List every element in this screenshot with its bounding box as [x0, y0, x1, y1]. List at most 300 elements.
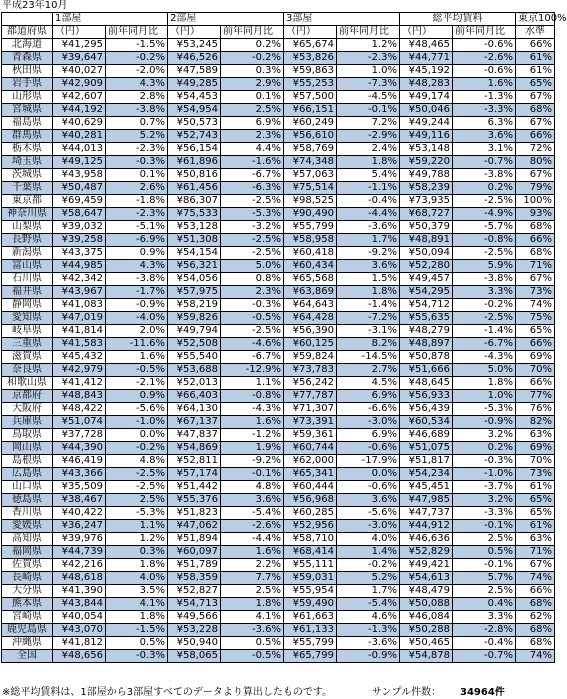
rent-3room: ¥61,663 [284, 611, 337, 624]
yoy-2room: 2.3% [221, 286, 284, 299]
yoy-2room: 2.2% [221, 559, 284, 572]
table-body [2, 39, 555, 663]
table-row [2, 299, 555, 312]
pref-name: 栃木県 [2, 143, 53, 156]
table-row [2, 611, 555, 624]
tokyo-index: 65% [516, 507, 555, 520]
tokyo-index: 68% [516, 221, 555, 234]
rent-3room: ¥98,525 [284, 195, 337, 208]
rent-2room: ¥59,826 [168, 312, 221, 325]
rent-average: ¥46,689 [400, 429, 453, 442]
yoy-2room: -4.3% [221, 403, 284, 416]
yoy-3room: 3.6% [337, 260, 400, 273]
table-row [2, 403, 555, 416]
yoy-average: -3.8% [453, 169, 516, 182]
table-row [2, 338, 555, 351]
yoy-average: 0.5% [453, 546, 516, 559]
rent-3room: ¥75,514 [284, 182, 337, 195]
rent-2room: ¥75,533 [168, 208, 221, 221]
rent-1room: ¥42,342 [53, 273, 106, 286]
pref-name: 長崎県 [2, 572, 53, 585]
pref-name: 青森県 [2, 52, 53, 65]
rent-average: ¥53,148 [400, 143, 453, 156]
tokyo-index: 75% [516, 312, 555, 325]
pref-name: 北海道 [2, 39, 53, 52]
rent-3room: ¥58,769 [284, 143, 337, 156]
rent-2room: ¥47,589 [168, 65, 221, 78]
yoy-1room: 1.8% [106, 559, 168, 572]
tokyo-index: 73% [516, 468, 555, 481]
rent-1room: ¥41,083 [53, 299, 106, 312]
yoy-2room: -0.1% [221, 468, 284, 481]
yoy-average: 0.4% [453, 598, 516, 611]
tokyo-index: 61% [516, 65, 555, 78]
rent-2room: ¥86,307 [168, 195, 221, 208]
pref-name: 岡山県 [2, 442, 53, 455]
rent-3room: ¥65,799 [284, 650, 337, 663]
table-row [2, 78, 555, 91]
table-row [2, 312, 555, 325]
pref-name: 島根県 [2, 455, 53, 468]
rent-3room: ¥56,242 [284, 377, 337, 390]
pref-name: 全国 [2, 650, 53, 663]
yoy-1room: -5.3% [106, 507, 168, 520]
tokyo-index: 72% [516, 143, 555, 156]
pref-name: 山梨県 [2, 221, 53, 234]
rent-2room: ¥50,573 [168, 117, 221, 130]
rent-3room: ¥56,610 [284, 130, 337, 143]
pref-name: 秋田県 [2, 65, 53, 78]
rent-average: ¥50,878 [400, 351, 453, 364]
header-row-top [2, 13, 555, 26]
tokyo-index: 68% [516, 598, 555, 611]
yoy-average: 1.8% [453, 377, 516, 390]
yoy-1room: 0.0% [106, 429, 168, 442]
yoy-3room: -2.3% [337, 52, 400, 65]
yoy-2room: -5.3% [221, 208, 284, 221]
yoy-average: -0.1% [453, 559, 516, 572]
yoy-3room: -1.3% [337, 624, 400, 637]
yoy-2room: 1.6% [221, 546, 284, 559]
pref-name: 広島県 [2, 468, 53, 481]
rent-1room: ¥41,412 [53, 377, 106, 390]
yoy-1room: 1.6% [106, 351, 168, 364]
pref-name: 富山県 [2, 260, 53, 273]
yoy-1room: 2.8% [106, 91, 168, 104]
yoy-1room: 2.0% [106, 325, 168, 338]
yoy-1room: -0.3% [106, 650, 168, 663]
sample-label: サンプル件数： [372, 687, 442, 698]
tokyo-index: 67% [516, 91, 555, 104]
footer-note: ※総平均賃料は、1部屋から3部屋すべてのデータより算出したものです。 [2, 687, 333, 698]
yoy-average: -2.8% [453, 624, 516, 637]
rent-3room: ¥65,674 [284, 39, 337, 52]
yoy-1room: 0.9% [106, 390, 168, 403]
rent-2room: ¥49,285 [168, 78, 221, 91]
yoy-average: -3.3% [453, 507, 516, 520]
yoy-3room: 6.9% [337, 429, 400, 442]
yoy-1room: -6.9% [106, 234, 168, 247]
yoy-1room: 4.0% [106, 572, 168, 585]
yoy-average: -1.0% [453, 468, 516, 481]
rent-3room: ¥61,133 [284, 624, 337, 637]
table-row [2, 234, 555, 247]
rent-3room: ¥57,500 [284, 91, 337, 104]
tokyo-index: 79% [516, 182, 555, 195]
yoy-average: 5.9% [453, 260, 516, 273]
rent-average: ¥51,075 [400, 442, 453, 455]
header-yoy: 前年同月比 [453, 26, 516, 39]
tokyo-index: 61% [516, 52, 555, 65]
yoy-average: -4.3% [453, 351, 516, 364]
yoy-2room: -0.3% [221, 299, 284, 312]
rent-2room: ¥53,128 [168, 221, 221, 234]
rent-table [1, 12, 567, 663]
rent-1room: ¥42,216 [53, 559, 106, 572]
header-2room: 2部屋 [168, 13, 284, 26]
yoy-1room: -0.5% [106, 364, 168, 377]
pref-name: 山形県 [2, 91, 53, 104]
yoy-average: -3.7% [453, 481, 516, 494]
rent-1room: ¥43,958 [53, 169, 106, 182]
rent-1room: ¥40,054 [53, 611, 106, 624]
tokyo-index: 71% [516, 546, 555, 559]
rent-1room: ¥39,647 [53, 52, 106, 65]
yoy-3room: 5.2% [337, 572, 400, 585]
yoy-average: 0.2% [453, 442, 516, 455]
header-yoy: 前年同月比 [337, 26, 400, 39]
yoy-3room: 1.4% [337, 546, 400, 559]
yoy-average: -0.2% [453, 299, 516, 312]
rent-2room: ¥51,308 [168, 234, 221, 247]
rent-1room: ¥41,812 [53, 637, 106, 650]
yoy-average: 0.2% [453, 182, 516, 195]
yoy-1room: 0.3% [106, 546, 168, 559]
rent-2room: ¥61,456 [168, 182, 221, 195]
pref-name: 岩手県 [2, 78, 53, 91]
table-row [2, 91, 555, 104]
table-row [2, 494, 555, 507]
tokyo-index: 69% [516, 351, 555, 364]
rent-2room: ¥55,540 [168, 351, 221, 364]
rent-3room: ¥73,391 [284, 416, 337, 429]
rent-2room: ¥54,056 [168, 273, 221, 286]
pref-name: 静岡県 [2, 299, 53, 312]
rent-3room: ¥63,869 [284, 286, 337, 299]
tokyo-index: 65% [516, 78, 555, 91]
tokyo-index: 67% [516, 559, 555, 572]
yoy-1room: 3.5% [106, 585, 168, 598]
pref-name: 東京都 [2, 195, 53, 208]
rent-2room: ¥51,894 [168, 533, 221, 546]
yoy-average: 3.2% [453, 494, 516, 507]
rent-3room: ¥59,490 [284, 598, 337, 611]
rent-1room: ¥40,629 [53, 117, 106, 130]
yoy-3room: -3.1% [337, 325, 400, 338]
yoy-2room: -2.5% [221, 247, 284, 260]
rent-3room: ¥65,341 [284, 468, 337, 481]
yoy-1room: -2.3% [106, 208, 168, 221]
table-row [2, 286, 555, 299]
yoy-3room: 1.7% [337, 585, 400, 598]
table-row [2, 520, 555, 533]
table-row [2, 169, 555, 182]
rent-1room: ¥42,979 [53, 364, 106, 377]
yoy-average: 1.6% [453, 78, 516, 91]
rent-3room: ¥56,390 [284, 325, 337, 338]
yoy-average: -0.7% [453, 156, 516, 169]
tokyo-index: 67% [516, 169, 555, 182]
rent-average: ¥50,288 [400, 624, 453, 637]
yoy-2room: -1.6% [221, 156, 284, 169]
yoy-3room: 3.6% [337, 494, 400, 507]
pref-name: 宮崎県 [2, 611, 53, 624]
rent-1room: ¥41,390 [53, 585, 106, 598]
yoy-2room: -0.5% [221, 312, 284, 325]
rent-2room: ¥55,376 [168, 494, 221, 507]
yoy-3room: 4.0% [337, 533, 400, 546]
rent-3room: ¥55,111 [284, 559, 337, 572]
tokyo-index: 70% [516, 455, 555, 468]
yoy-average: -1.4% [453, 325, 516, 338]
yoy-3room: -5.6% [337, 507, 400, 520]
yoy-1room: -5.1% [106, 221, 168, 234]
rent-2room: ¥52,811 [168, 455, 221, 468]
table-row [2, 208, 555, 221]
rent-3room: ¥58,958 [284, 234, 337, 247]
rent-2room: ¥46,526 [168, 52, 221, 65]
table-row [2, 559, 555, 572]
yoy-2room: 1.8% [221, 598, 284, 611]
table-row [2, 247, 555, 260]
yoy-1room: -3.8% [106, 273, 168, 286]
rent-2room: ¥50,940 [168, 637, 221, 650]
yoy-2room: -4.6% [221, 338, 284, 351]
yoy-average: 3.1% [453, 143, 516, 156]
pref-name: 熊本県 [2, 598, 53, 611]
table-row [2, 273, 555, 286]
rent-1room: ¥49,125 [53, 156, 106, 169]
rent-average: ¥48,279 [400, 325, 453, 338]
rent-average: ¥59,220 [400, 156, 453, 169]
rent-1room: ¥43,844 [53, 598, 106, 611]
yoy-average: 3.3% [453, 286, 516, 299]
pref-name: 岐阜県 [2, 325, 53, 338]
tokyo-index: 70% [516, 364, 555, 377]
yoy-3room: 5.4% [337, 169, 400, 182]
rent-average: ¥56,933 [400, 390, 453, 403]
yoy-3room: -0.2% [337, 559, 400, 572]
report-period: 平成23年10月 [2, 0, 68, 11]
yoy-average: 3.2% [453, 429, 516, 442]
yoy-3room: -0.6% [337, 442, 400, 455]
tokyo-index: 68% [516, 624, 555, 637]
rent-2room: ¥47,837 [168, 429, 221, 442]
rent-3room: ¥53,826 [284, 52, 337, 65]
rent-average: ¥44,912 [400, 520, 453, 533]
tokyo-index: 67% [516, 117, 555, 130]
rent-1room: ¥37,728 [53, 429, 106, 442]
rent-average: ¥56,439 [400, 403, 453, 416]
tokyo-index: 80% [516, 156, 555, 169]
rent-average: ¥49,457 [400, 273, 453, 286]
yoy-average: -0.6% [453, 39, 516, 52]
rent-1room: ¥58,647 [53, 208, 106, 221]
rent-average: ¥54,878 [400, 650, 453, 663]
table-row [2, 624, 555, 637]
yoy-2room: 0.3% [221, 65, 284, 78]
yoy-1room: 4.1% [106, 598, 168, 611]
table-row [2, 143, 555, 156]
yoy-average: 5.0% [453, 364, 516, 377]
rent-average: ¥50,094 [400, 247, 453, 260]
table-row [2, 325, 555, 338]
yoy-average: 3.3% [453, 611, 516, 624]
rent-1room: ¥41,814 [53, 325, 106, 338]
rent-2room: ¥53,245 [168, 39, 221, 52]
rent-1room: ¥43,366 [53, 468, 106, 481]
yoy-3room: -3.0% [337, 416, 400, 429]
yoy-2room: -6.7% [221, 351, 284, 364]
rent-average: ¥48,283 [400, 78, 453, 91]
rent-2room: ¥64,130 [168, 403, 221, 416]
yoy-2room: 0.5% [221, 637, 284, 650]
yoy-1room: 0.7% [106, 117, 168, 130]
rent-average: ¥52,280 [400, 260, 453, 273]
yoy-2room: 2.5% [221, 104, 284, 117]
rent-average: ¥73,935 [400, 195, 453, 208]
pref-name: 佐賀県 [2, 559, 53, 572]
table-row [2, 117, 555, 130]
table-row [2, 533, 555, 546]
rent-average: ¥51,666 [400, 364, 453, 377]
rent-average: ¥50,465 [400, 637, 453, 650]
tokyo-index: 68% [516, 104, 555, 117]
rent-1room: ¥45,432 [53, 351, 106, 364]
table-row [2, 221, 555, 234]
rent-3room: ¥60,444 [284, 481, 337, 494]
tokyo-index: 62% [516, 611, 555, 624]
yoy-average: -1.3% [453, 91, 516, 104]
rent-3room: ¥62,000 [284, 455, 337, 468]
yoy-3room: -0.4% [337, 195, 400, 208]
yoy-average: -0.8% [453, 234, 516, 247]
rent-1room: ¥69,459 [53, 195, 106, 208]
table-row [2, 637, 555, 650]
yoy-3room: 1.8% [337, 156, 400, 169]
pref-name: 鳥取県 [2, 429, 53, 442]
yoy-3room: -3.6% [337, 221, 400, 234]
rent-1room: ¥43,967 [53, 286, 106, 299]
header-yoy: 前年同月比 [106, 26, 168, 39]
yoy-2room: -0.5% [221, 650, 284, 663]
yoy-average: 6.3% [453, 117, 516, 130]
rent-3room: ¥60,744 [284, 442, 337, 455]
yoy-3room: -3.6% [337, 637, 400, 650]
table-row [2, 585, 555, 598]
rent-2room: ¥54,453 [168, 91, 221, 104]
pref-name: 香川県 [2, 507, 53, 520]
yoy-2room: 1.9% [221, 442, 284, 455]
tokyo-index: 63% [516, 429, 555, 442]
pref-name: 沖縄県 [2, 637, 53, 650]
rent-3room: ¥77,787 [284, 390, 337, 403]
rent-3room: ¥56,968 [284, 494, 337, 507]
yoy-3room: 1.0% [337, 65, 400, 78]
yoy-2room: 1.1% [221, 377, 284, 390]
yoy-2room: -12.9% [221, 364, 284, 377]
rent-3room: ¥52,956 [284, 520, 337, 533]
rent-average: ¥48,465 [400, 39, 453, 52]
yoy-1room: -1.7% [106, 286, 168, 299]
rent-3room: ¥60,249 [284, 117, 337, 130]
yoy-3room: 2.7% [337, 364, 400, 377]
rent-3room: ¥59,824 [284, 351, 337, 364]
yoy-average: -2.5% [453, 195, 516, 208]
yoy-3room: -1.1% [337, 182, 400, 195]
yoy-1room: 2.5% [106, 494, 168, 507]
yoy-1room: -4.0% [106, 312, 168, 325]
rent-3room: ¥55,799 [284, 637, 337, 650]
yoy-1room: -2.5% [106, 481, 168, 494]
yoy-2room: 0.1% [221, 91, 284, 104]
tokyo-index: 66% [516, 234, 555, 247]
yoy-2room: 1.6% [221, 416, 284, 429]
rent-2room: ¥51,789 [168, 559, 221, 572]
rent-1room: ¥43,375 [53, 247, 106, 260]
rent-average: ¥54,234 [400, 468, 453, 481]
yoy-3room: -3.0% [337, 520, 400, 533]
pref-name: 和歌山県 [2, 377, 53, 390]
rent-average: ¥45,192 [400, 65, 453, 78]
rent-2room: ¥54,869 [168, 442, 221, 455]
header-average: 総平均賃料 [400, 13, 516, 26]
yoy-average: -5.7% [453, 221, 516, 234]
yoy-average: -0.4% [453, 637, 516, 650]
tokyo-index: 69% [516, 442, 555, 455]
rent-2room: ¥56,154 [168, 143, 221, 156]
yoy-2room: 0.2% [221, 39, 284, 52]
rent-3room: ¥65,568 [284, 273, 337, 286]
rent-1room: ¥44,985 [53, 260, 106, 273]
yoy-1room: -0.9% [106, 299, 168, 312]
yoy-average: -5.3% [453, 403, 516, 416]
table-row [2, 442, 555, 455]
pref-name: 大分県 [2, 585, 53, 598]
table-row [2, 156, 555, 169]
yoy-average: -6.7% [453, 338, 516, 351]
rent-1room: ¥44,013 [53, 143, 106, 156]
yoy-2room: -2.5% [221, 325, 284, 338]
yoy-2room: -5.4% [221, 507, 284, 520]
header-1room: 1部屋 [53, 13, 168, 26]
yoy-average: -0.1% [453, 520, 516, 533]
yoy-2room: 6.9% [221, 117, 284, 130]
rent-average: ¥54,613 [400, 572, 453, 585]
pref-name: 長野県 [2, 234, 53, 247]
yoy-3room: 4.6% [337, 611, 400, 624]
rent-3room: ¥59,863 [284, 65, 337, 78]
rent-2room: ¥52,508 [168, 338, 221, 351]
yoy-2room: -6.7% [221, 169, 284, 182]
yoy-3room: -9.2% [337, 247, 400, 260]
header-3room: 3部屋 [284, 13, 400, 26]
yoy-average: 3.6% [453, 130, 516, 143]
tokyo-index: 63% [516, 533, 555, 546]
yoy-2room: -3.6% [221, 624, 284, 637]
rent-1room: ¥43,070 [53, 624, 106, 637]
pref-name: 埼玉県 [2, 156, 53, 169]
